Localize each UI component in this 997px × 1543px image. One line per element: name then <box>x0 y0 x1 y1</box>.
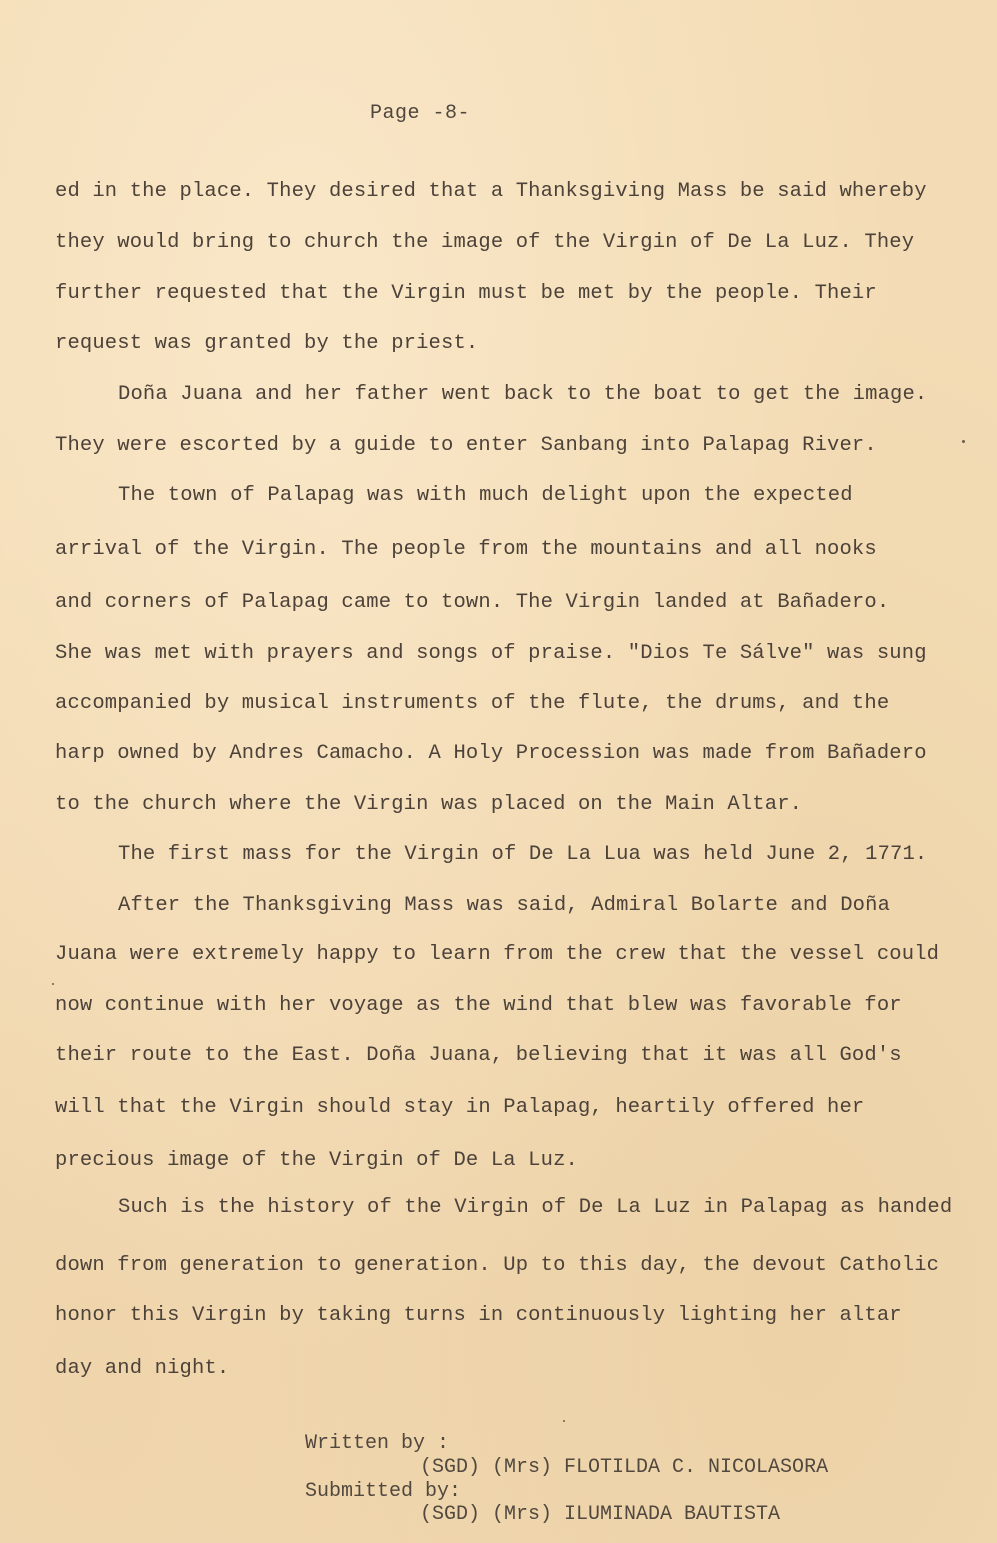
submitted-by-name: (SGD) (Mrs) ILUMINADA BAUTISTA <box>420 1503 781 1526</box>
body-line-5: Doña Juana and her father went back to the boat to get the image. <box>118 383 928 406</box>
body-line-11: accompanied by musical instruments of the flute, the drums, and the <box>55 692 890 715</box>
body-line-6: They were escorted by a guide to enter Sanbang into Palapag River. <box>55 434 877 457</box>
body-line-8: arrival of the Virgin. The people from the mountains and all nooks <box>55 538 877 561</box>
body-line-21: Such is the history of the Virgin of De La Luz in Palapag as handed <box>118 1196 953 1219</box>
written-by-label: Written by : <box>305 1432 450 1455</box>
body-line-2: they would bring to church the image of the Virgin of De La Luz. They <box>55 231 915 254</box>
paper-speck <box>962 440 965 443</box>
body-line-3: further requested that the Virgin must be met by the people. Their <box>55 282 877 305</box>
paper-speck <box>52 983 54 985</box>
body-line-17: now continue with her voyage as the wind that blew was favorable for <box>55 994 902 1017</box>
body-line-22: down from generation to generation. Up to this day, the devout Catholic <box>55 1254 940 1277</box>
body-line-13: to the church where the Virgin was placed on the Main Altar. <box>55 793 803 816</box>
body-line-19: will that the Virgin should stay in Palapag, heartily offered her <box>55 1096 865 1119</box>
page-number-header: Page -8- <box>369 102 470 125</box>
body-line-9: and corners of Palapag came to town. The Virgin landed at Bañadero. <box>55 591 890 614</box>
body-line-1: ed in the place. They desired that a Thanksgiving Mass be said whereby <box>55 180 927 203</box>
body-line-20: precious image of the Virgin of De La Luz. <box>55 1149 578 1172</box>
body-line-15: After the Thanksgiving Mass was said, Admiral Bolarte and Doña <box>118 894 891 917</box>
submitted-by-label: Submitted by: <box>305 1480 462 1503</box>
body-line-7: The town of Palapag was with much delight upon the expected <box>118 484 853 507</box>
body-line-16: Juana were extremely happy to learn from the crew that the vessel could <box>55 943 940 966</box>
written-by-name: (SGD) (Mrs) FLOTILDA C. NICOLASORA <box>420 1456 829 1479</box>
body-line-24: day and night. <box>55 1357 230 1380</box>
body-line-4: request was granted by the priest. <box>55 332 479 355</box>
body-line-23: honor this Virgin by taking turns in continuously lighting her altar <box>55 1304 902 1327</box>
paper-speck <box>563 1420 565 1422</box>
body-line-10: She was met with prayers and songs of praise. "Dios Te Sálve" was sung <box>55 642 927 665</box>
body-line-14: The first mass for the Virgin of De La Lua was held June 2, 1771. <box>118 843 928 866</box>
body-line-18: their route to the East. Doña Juana, believing that it was all God's <box>55 1044 902 1067</box>
body-line-12: harp owned by Andres Camacho. A Holy Procession was made from Bañadero <box>55 742 927 765</box>
